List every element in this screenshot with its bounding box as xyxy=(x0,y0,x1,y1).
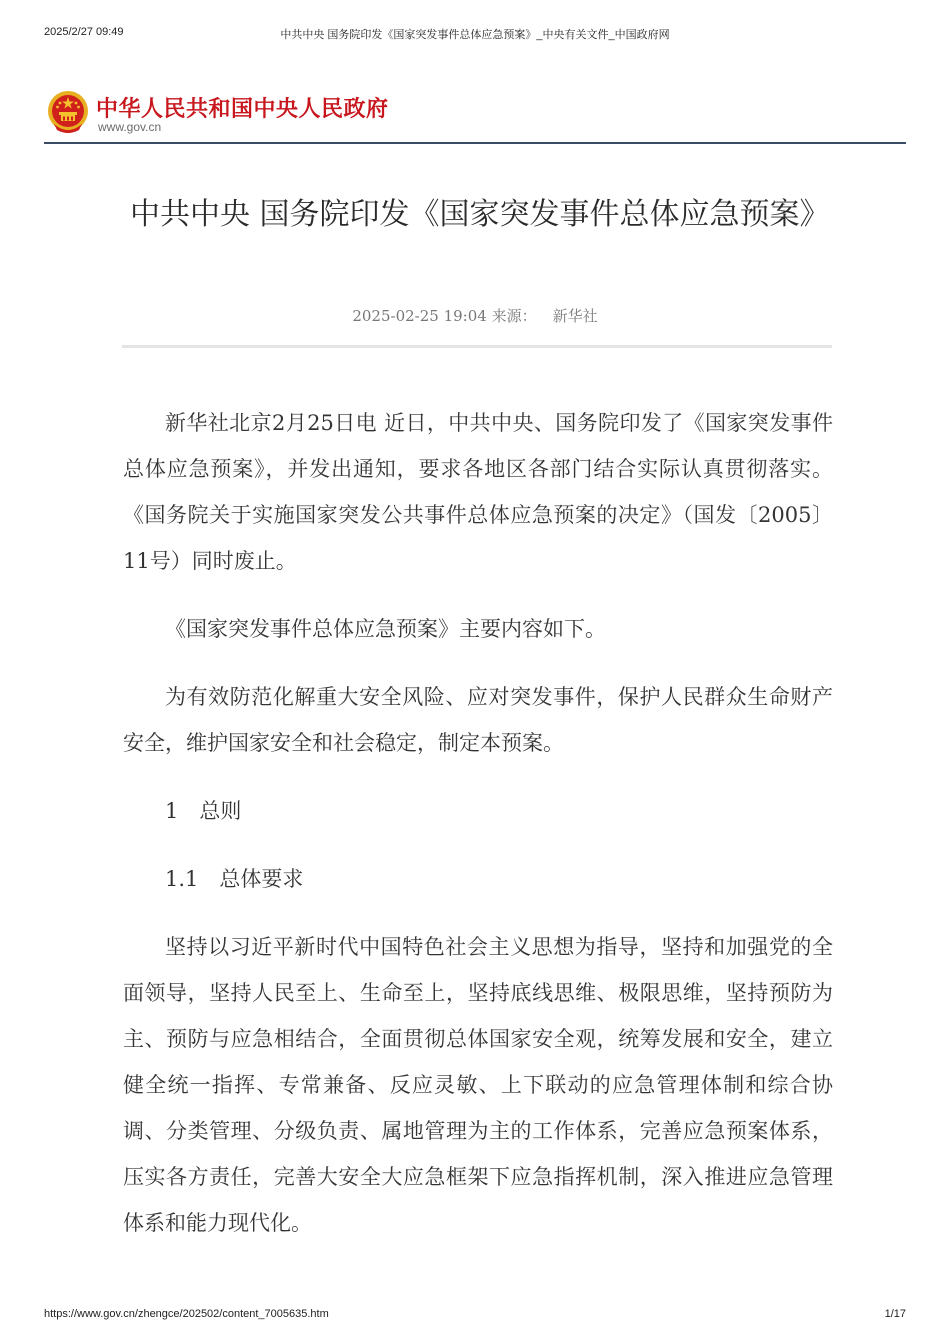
paragraph: 坚持以习近平新时代中国特色社会主义思想为指导，坚持和加强党的全面领导，坚持人民至上、生命至上，坚持底线思维、极限思维，坚持预防为主、预防与应急相结合，全面贯彻总体国家安全观，统筹发展和安全，建立健全统一指挥、专常兼备、反应灵敏、上下联动的应急管理体制和综合协调、分类管理、分级负责、属地管理为主的工作体系，完善应急预案体系，压实各方责任，完善大安全大应急框架下应急指挥机制，深入推进应急管理体系和能力现代化。 xyxy=(123,935,833,1235)
national-emblem-icon xyxy=(46,90,90,136)
paragraph: 为有效防范化解重大安全风险、应对突发事件，保护人民群众生命财产安全，维护国家安全和社会稳定，制定本预案。 xyxy=(123,685,833,755)
article-source: 新华社 xyxy=(552,307,598,325)
section-heading: 1 总则 xyxy=(165,799,242,823)
page-number: 1/17 xyxy=(884,1308,906,1320)
print-footer xyxy=(44,1308,906,1324)
site-domain[interactable]: www.gov.cn xyxy=(98,120,162,134)
print-header xyxy=(44,26,906,42)
subsection-heading: 1.1 总体要求 xyxy=(165,867,304,891)
paragraph: 《国家突发事件总体应急预案》主要内容如下。 xyxy=(165,617,606,641)
print-page-title: 中共中央 国务院印发《国家突发事件总体应急预案》_中央有关文件_中国政府网 xyxy=(280,29,670,41)
print-datetime: 2025/2/27 09:49 xyxy=(44,26,124,38)
article-meta xyxy=(120,305,830,326)
article-title: 中共中央 国务院印发《国家突发事件总体应急预案》 xyxy=(130,197,830,232)
article-date: 2025-02-25 19:04 xyxy=(352,307,487,325)
paragraph: 新华社北京2月25日电 近日，中共中央、国务院印发了《国家突发事件总体应急预案》，并发出通知，要求各地区各部门结合实际认真贯彻落实。《国务院关于实施国家突发公共事件总体应急预案的决定》（国发〔2005〕11号）同时废止。 xyxy=(123,411,833,573)
article-body xyxy=(123,400,833,1268)
site-name[interactable]: 中华人民共和国中央人民政府 xyxy=(96,97,389,122)
source-label: 来源： xyxy=(491,307,537,325)
print-url: https://www.gov.cn/zhengce/202502/content_7005635.htm xyxy=(44,1308,329,1320)
site-header xyxy=(44,86,906,144)
title-divider xyxy=(122,345,832,348)
